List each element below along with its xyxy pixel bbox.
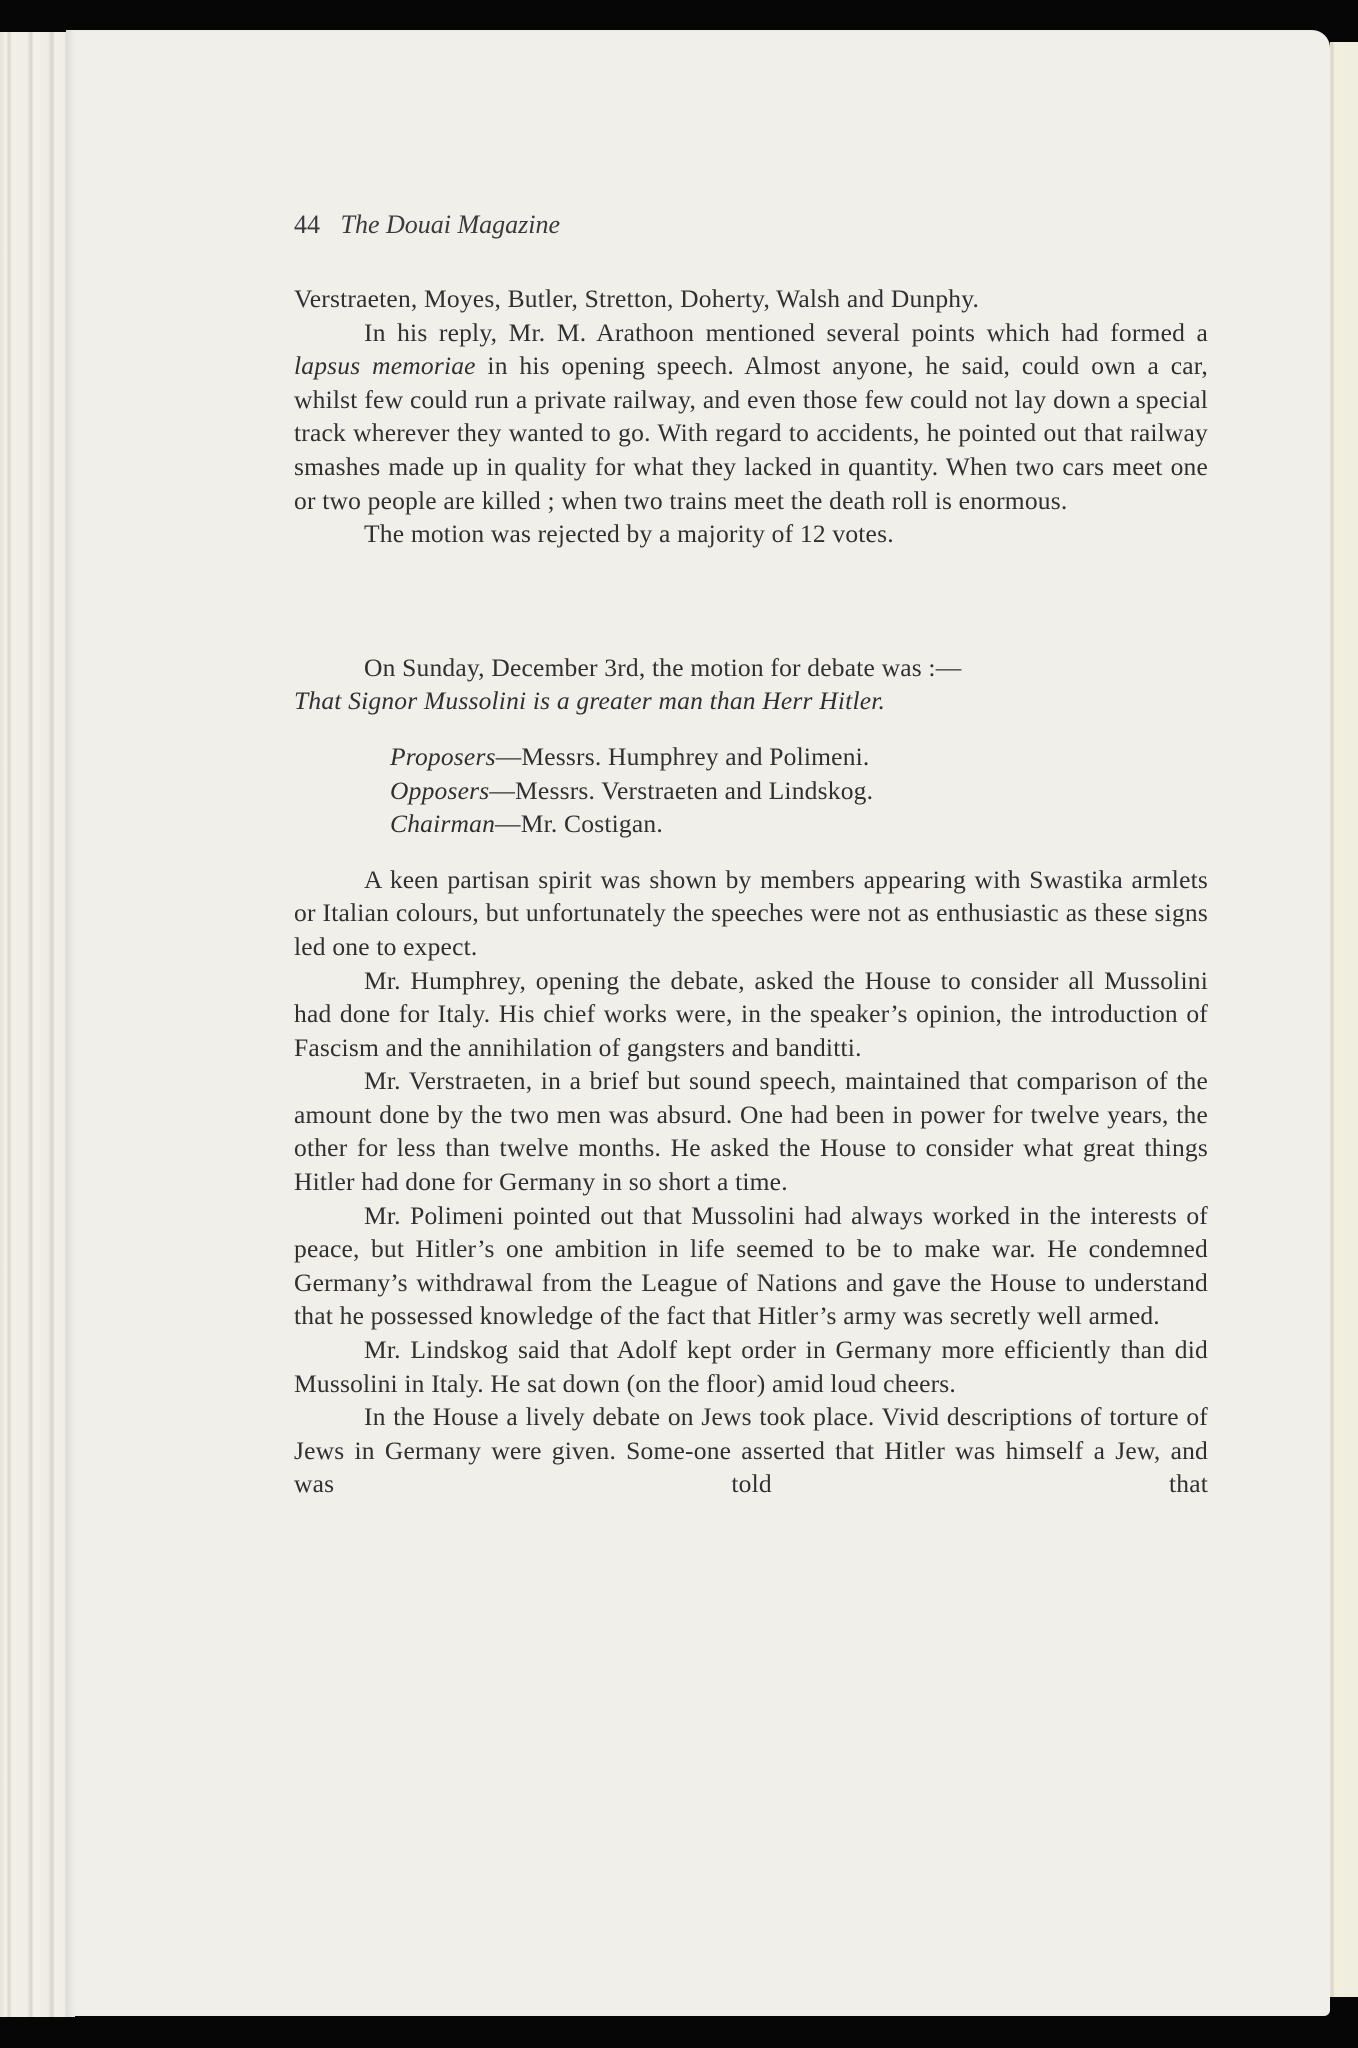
role-names: —Messrs. Humphrey and Polimeni. <box>495 741 870 771</box>
running-head <box>294 210 560 240</box>
page-number: 44 <box>294 210 320 239</box>
role-label: Chairman <box>390 809 496 839</box>
paragraph-verstraeten: Mr. Verstraeten, in a brief but sound speech, maintained that comparison of the amount done by the two men was absurd. One had been in power for twelve years, the other for less than twelve months. He asked the House to consider what great things Hitler had done for Germany in so short a time. <box>294 1066 1208 1197</box>
role-opposers <box>390 774 1208 808</box>
paragraph-lindskog: Mr. Lindskog said that Adolf kept order in Germany more efficiently than did Mussolini in Italy. He sat down (on the floor) amid loud cheers. <box>294 1335 1208 1398</box>
journal-title: The Douai Magazine <box>340 210 561 239</box>
paragraph-reply <box>294 316 1208 518</box>
role-label: Proposers <box>390 741 496 771</box>
article-body <box>294 282 1208 1501</box>
reply-text-b: in his opening speech. Almost anyone, he said, could own a car, whilst few could run a private railway, and even those few could not lay down a special track wherever they wanted to go. With regard to accidents, he pointed out that railway smashes made up in quality for what they lacked in quantity. When two cars meet one or two people are killed ; when two trains meet the death roll is enormous. <box>294 351 1208 515</box>
paragraph-humphrey: Mr. Humphrey, opening the debate, asked the House to consider all Mussolini had done for Italy. His chief works were, in the speaker’s opinion, the introduction of Fascism and the annihilation of gangsters and banditti. <box>294 965 1208 1062</box>
paragraph-house-debate: In the House a lively debate on Jews took place. Vivid descriptions of torture of Jews in Germany were given. Some-one asserted that Hitler was himself a Jew, and was told that <box>294 1402 1208 1499</box>
facing-page-edge <box>1330 42 1358 1997</box>
role-names: —Messrs. Verstraeten and Lindskog. <box>489 775 874 805</box>
reply-text-a: In his reply, Mr. M. Arathoon mentioned several points which had formed a <box>364 317 1208 347</box>
debate-intro: On Sunday, December 3rd, the motion for debate was :— <box>364 652 962 682</box>
reply-italic-phrase: lapsus memoriae <box>294 351 476 381</box>
role-names: —Mr. Costigan. <box>495 809 663 839</box>
page-stack-edges <box>0 32 75 2017</box>
section-gap <box>294 551 1208 651</box>
debate-roles <box>390 740 1208 841</box>
role-label: Opposers <box>390 775 490 805</box>
paragraph-continuation: Verstraeten, Moyes, Butler, Stretton, Doherty, Walsh and Dunphy. <box>294 284 980 313</box>
role-chairman <box>390 807 1208 841</box>
motion-text: That Signor Mussolini is a greater man than Herr Hitler. <box>294 686 886 716</box>
paragraph-partisan: A keen partisan spirit was shown by members appearing with Swastika armlets or Italian colours, but unfortunately the speeches were not as enthusiastic as these signs led one to expect. <box>294 864 1208 961</box>
debate-motion <box>294 684 1208 718</box>
role-proposers <box>390 740 1208 774</box>
paragraph-result: The motion was rejected by a majority of 12 votes. <box>364 519 894 549</box>
paragraph-polimeni: Mr. Polimeni pointed out that Mussolini had always worked in the interests of peace, but Hitler’s one ambition in life seemed to be to make war. He condemned Germany’s withdrawal from the League of Nations and gave the House to understand that he possessed knowledge of the fact that Hitler’s army was secretly well armed. <box>294 1200 1208 1331</box>
